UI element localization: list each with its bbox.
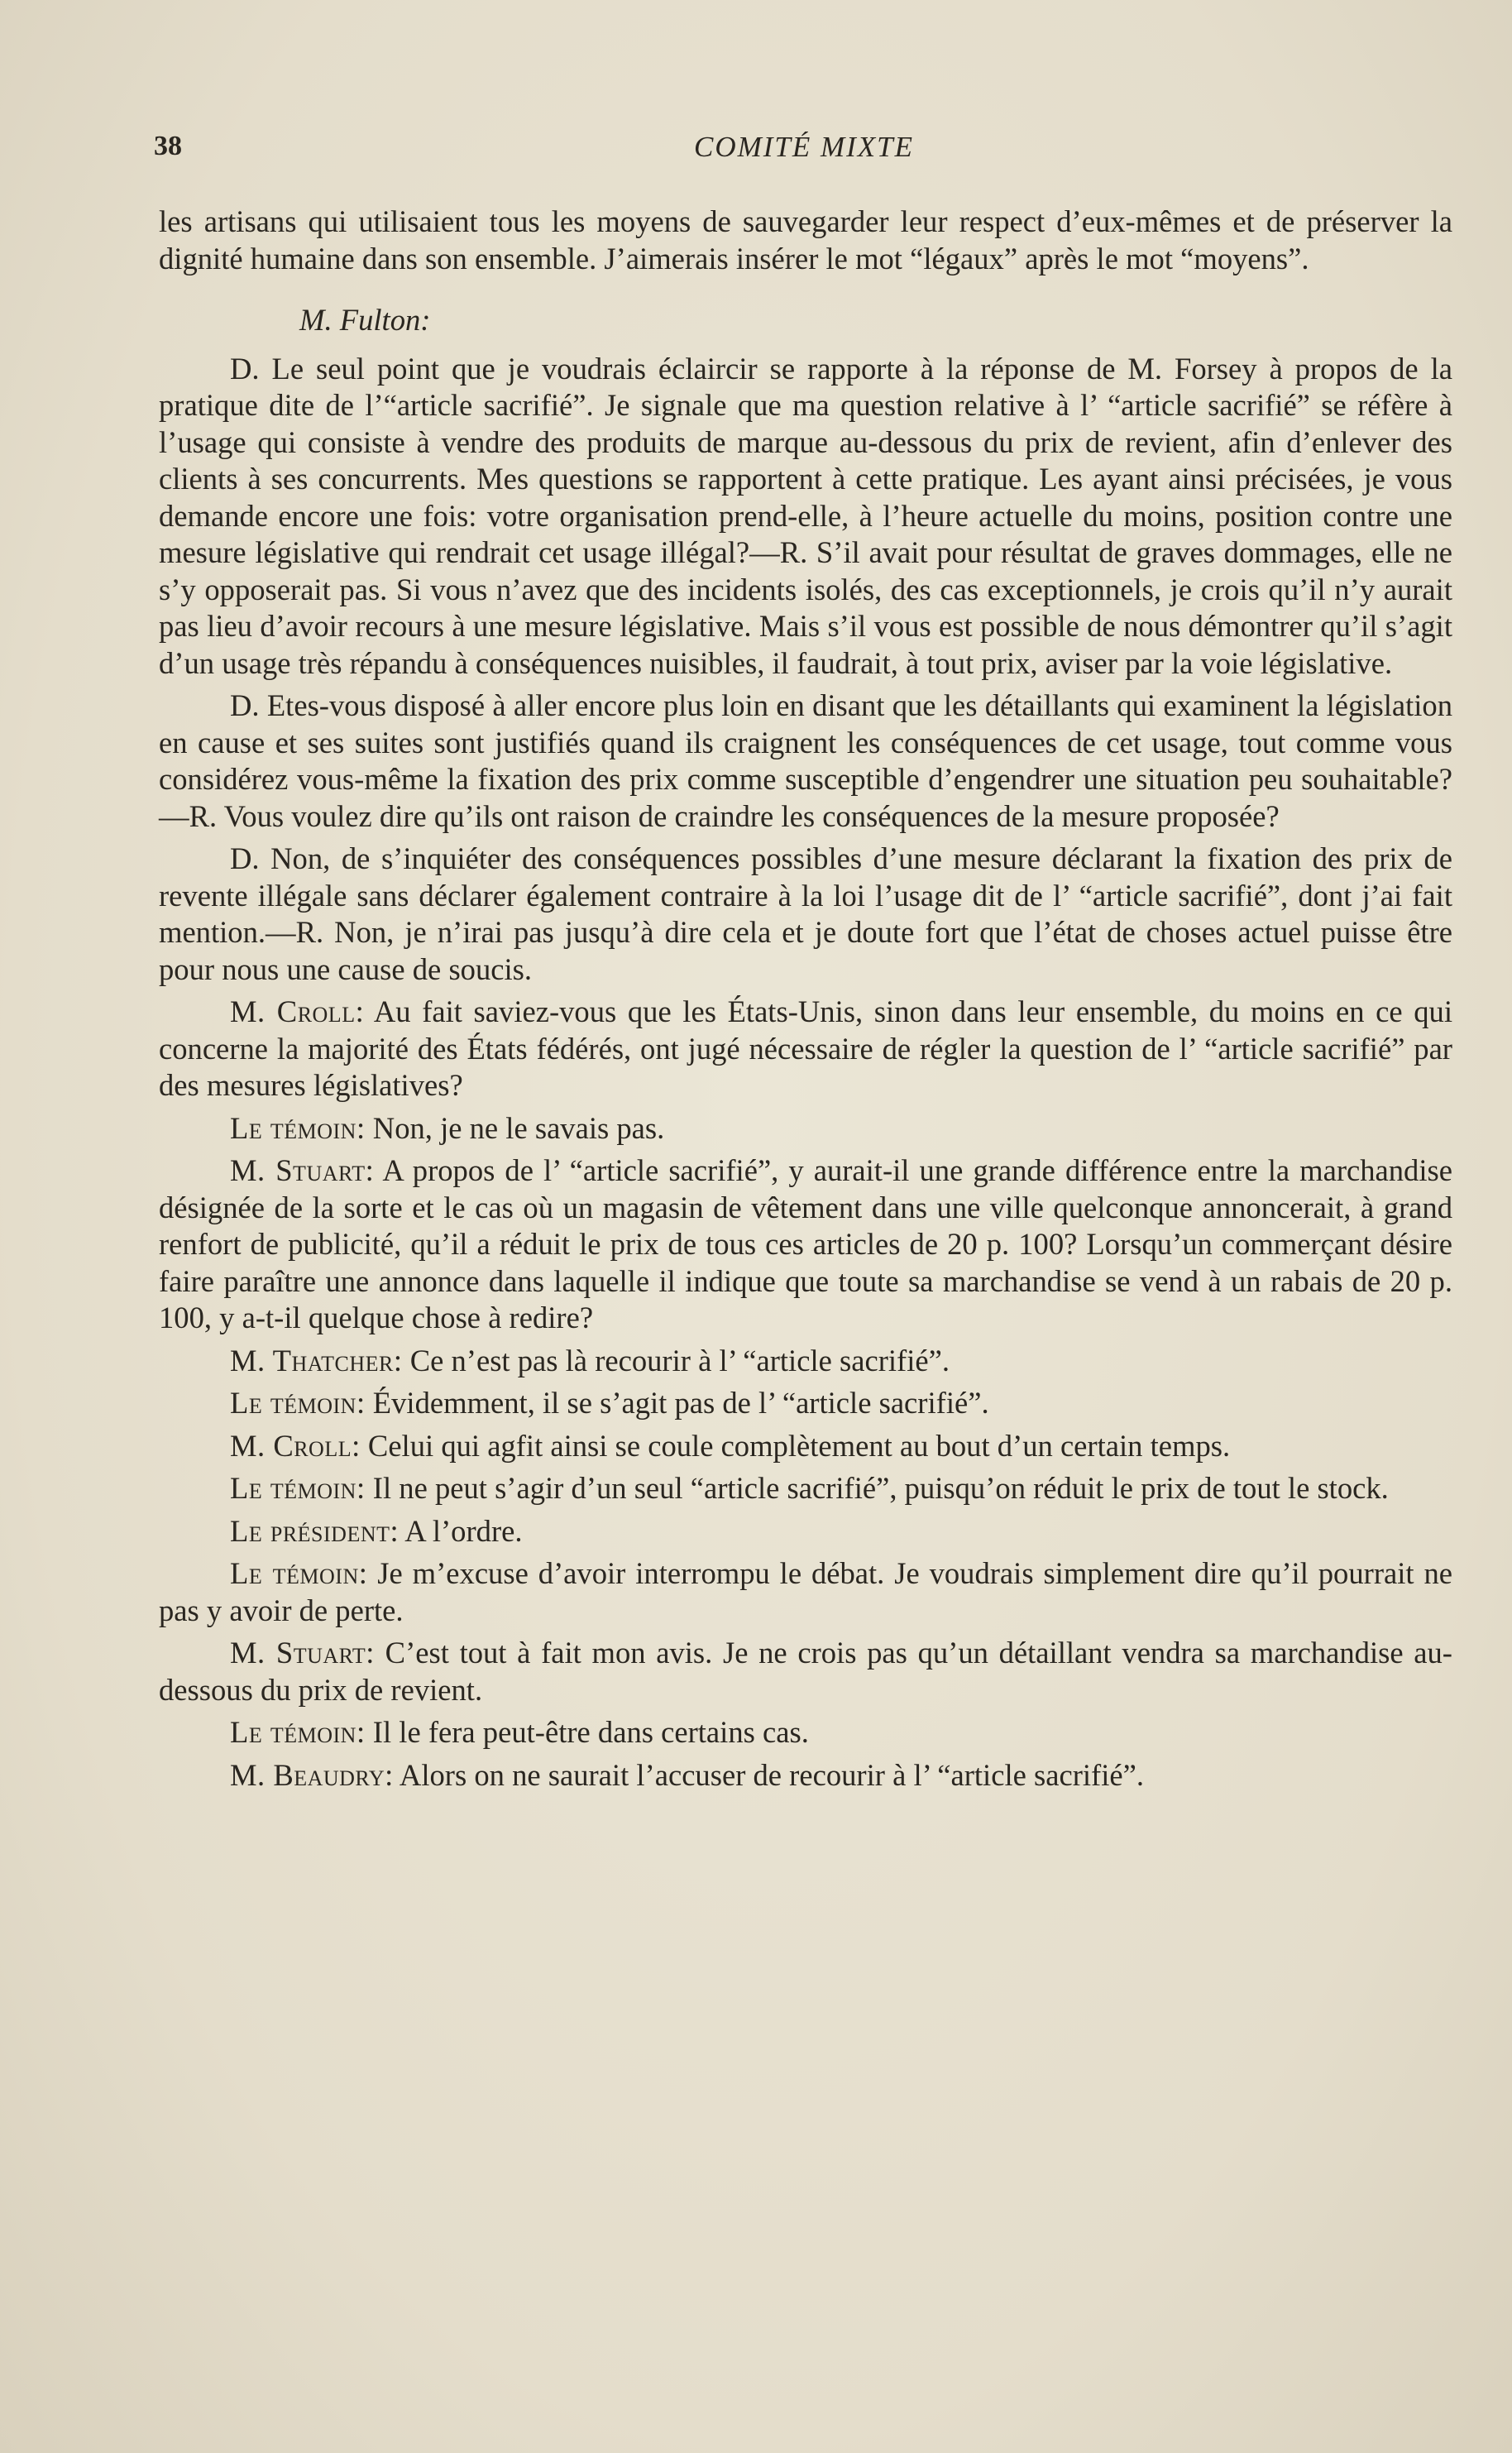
question-paragraph: D. Etes-vous disposé à aller encore plus loin en disant que les détaillants qui examinent la législation en cause et ses suites sont justifiés quand ils craignent les conséquences de cet usage, tout comme vous considérez vous-même la fixation des prix comme susceptible d’engendrer une situation peu souhaitable?—R. Vous voulez dire qu’ils ont raison de craindre les conséquences de la mesure proposée?: [159, 688, 1452, 833]
dialogue-paragraph: [159, 1343, 1452, 1380]
question-paragraph: D. Non, de s’inquiéter des conséquences possibles d’une mesure déclarant la fixation des prix de revente illégale sans déclarer également contraire à la loi l’usage dit de l’ “article sacrifié”, dont j’ai fait mention.—R. Non, je n’irai pas jusqu’à dire cela et je doute fort que l’état de choses actuel puisse être pour nous une cause de soucis.: [159, 841, 1452, 986]
speaker-name: Le témoin:: [230, 1471, 366, 1505]
speaker-name: M. Thatcher:: [230, 1343, 403, 1377]
speech-text: Il ne peut s’agir d’un seul “article sacrifié”, puisqu’on réduit le prix de tout le stock.: [372, 1471, 1389, 1505]
speech-text: Ce n’est pas là recourir à l’ “article sacrifié”.: [409, 1343, 950, 1377]
speaker-name: Le témoin:: [230, 1715, 366, 1749]
dialogue-paragraph: [159, 1555, 1452, 1629]
question-paragraph: D. Le seul point que je voudrais éclaircir se rapporte à la réponse de M. Forsey à propos de la pratique dite de l’“article sacrifié”. Je signale que ma question relative à l’ “article sacrifié” se réfère à l’usage qui consiste à vendre des produits de marque au-dessous du prix de revient, afin d’enlever des clients à ses concurrents. Mes questions se rapportent à cette pratique. Les ayant ainsi précisées, je vous demande encore une fois: votre organisation prend-elle, à l’heure actuelle du moins, position contre une mesure législative qui rendrait cet usage illégal?—R. S’il avait pour résultat de graves dommages, elle ne s’y opposerait pas. Si vous n’avez que des incidents isolés, des cas exceptionnels, je crois qu’il n’y aurait pas lieu d’avoir recours à une mesure législative. Mais s’il vous est possible de nous démontrer qu’il s’agit d’un usage très répandu à conséquences nuisibles, il faudrait, à tout prix, aviser par la voie législative.: [159, 351, 1452, 680]
speaker-name: M. Croll:: [230, 1428, 361, 1463]
speaker-name: M. Croll:: [230, 994, 365, 1028]
dialogue-paragraph: [159, 1152, 1452, 1337]
dialogue-paragraph: [159, 994, 1452, 1104]
speaker-name: M. Beaudry:: [230, 1757, 394, 1792]
running-title: COMITÉ MIXTE: [693, 131, 915, 163]
speaker-name: Le témoin:: [230, 1110, 366, 1145]
page-number: 38: [154, 131, 182, 161]
speaker-name: M. Stuart:: [230, 1636, 375, 1670]
dialogue-paragraph: [159, 1635, 1452, 1708]
speech-text: Alors on ne saurait l’accuser de recourir à l’ “article sacrifié”.: [399, 1757, 1144, 1792]
speaker-name: M. Stuart:: [230, 1153, 375, 1187]
speech-text: Non, je ne le savais pas.: [372, 1110, 665, 1145]
speaker-name: Le président:: [230, 1513, 400, 1548]
speech-text: A propos de l’ “article sacrifié”, y aurait-il une grande différence entre la marchandise désignée de la sorte et le cas où un magasin de vêtement dans une ville quelconque annoncerait, à grand renfort de publicité, qu’il a réduit le prix de tous ces articles de 20 p. 100? Lorsqu’un commerçant désire faire paraître une annonce dans laquelle il indique que toute sa marchandise se vend à un rabais de 20 p. 100, y a-t-il quelque chose à redire?: [159, 1153, 1452, 1334]
dialogue-paragraph: [159, 1470, 1452, 1507]
dialogue-paragraph: [159, 1428, 1452, 1465]
dialogue-paragraph: [159, 1110, 1452, 1147]
dialogue-paragraph: [159, 1513, 1452, 1550]
speech-text: Au fait saviez-vous que les États-Unis, sinon dans leur ensemble, du moins en ce qui concerne la majorité des États fédérés, ont jugé nécessaire de régler la question de l’ “article sacrifié” par des mesures législatives?: [159, 994, 1452, 1102]
page-header: [154, 131, 1454, 172]
speech-text: Évidemment, il se s’agit pas de l’ “article sacrifié”.: [372, 1386, 989, 1420]
dialogue-paragraph: [159, 1385, 1452, 1422]
speaker-name: Le témoin:: [230, 1386, 366, 1420]
paragraph-continuation: les artisans qui utilisaient tous les moyens de sauvegarder leur respect d’eux-mêmes et de préserver la dignité humaine dans son ensemble. J’aimerais insérer le mot “légaux” après le mot “moyens”.: [159, 204, 1452, 275]
speech-text: Celui qui agfit ainsi se coule complètement au bout d’un certain temps.: [367, 1428, 1231, 1463]
speaker-name: Le témoin:: [230, 1556, 368, 1590]
body-text: [159, 204, 1452, 1799]
speech-text: Je m’excuse d’avoir interrompu le débat. Je voudrais simplement dire qu’il pourrait ne pas y avoir de perte.: [159, 1556, 1452, 1627]
speech-text: A l’ordre.: [404, 1513, 523, 1548]
speaker-heading-fulton: M. Fulton:: [299, 303, 431, 337]
dialogue-paragraph: [159, 1714, 1452, 1751]
dialogue-paragraph: [159, 1757, 1452, 1794]
speech-text: Il le fera peut-être dans certains cas.: [372, 1715, 809, 1749]
speech-text: C’est tout à fait mon avis. Je ne crois pas qu’un détaillant vendra sa marchandise au-dessous du prix de revient.: [159, 1636, 1452, 1707]
